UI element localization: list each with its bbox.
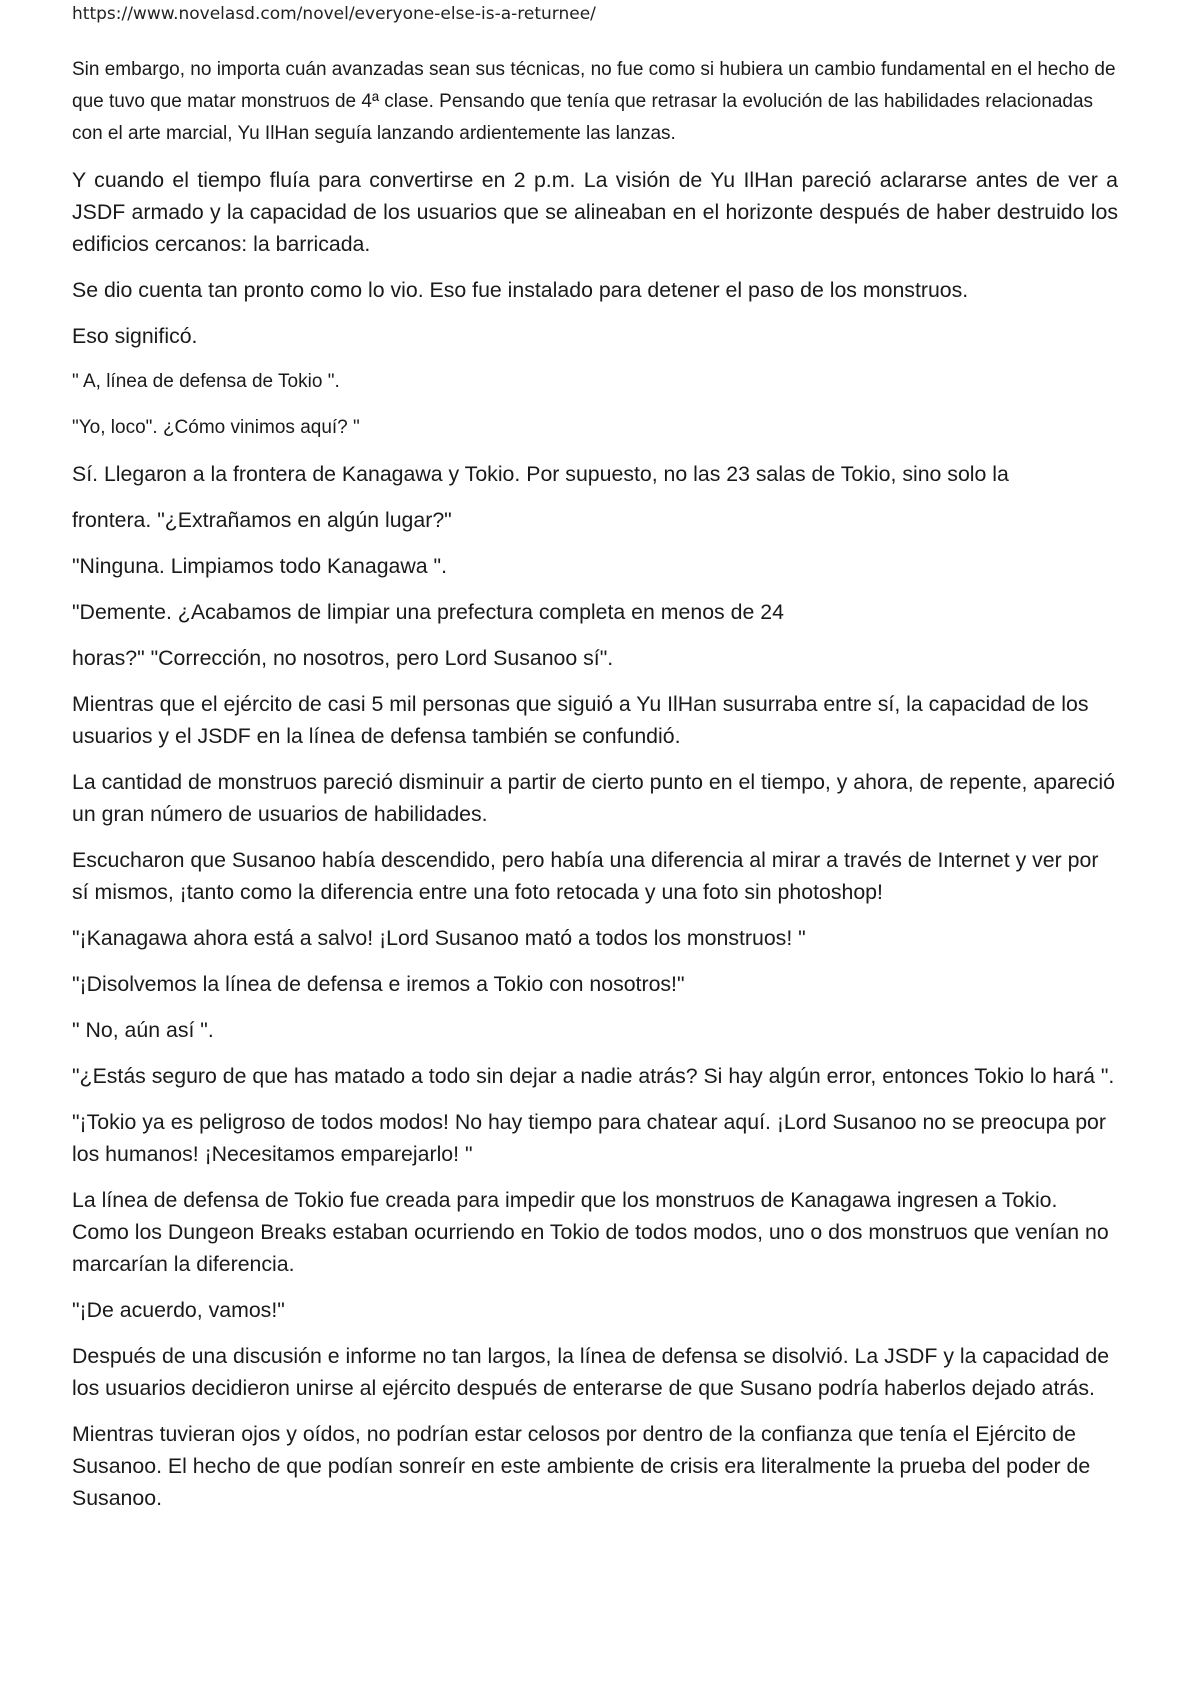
paragraph-12: Mientras que el ejército de casi 5 mil personas que siguió a Yu IlHan susurraba entre sí, la capacidad de los usuarios y el JSDF en la línea de defensa también se confundió. [72,692,1089,748]
paragraph-2: Y cuando el tiempo fluía para convertirse en 2 p.m. La visión de Yu IlHan pareció aclararse antes de ver a JSDF armado y la capacidad de los usuarios que se alineaban en el horizonte después de haber destruido los edificios cercanos: la barricada. [72,168,1118,256]
paragraph-7: Sí. Llegaron a la frontera de Kanagawa y Tokio. Por supuesto, no las 23 salas de Tokio, sino solo la [72,462,1009,486]
paragraph-16: "¡Disolvemos la línea de defensa e iremos a Tokio con nosotros!" [72,972,685,996]
paragraph-10: "Demente. ¿Acabamos de limpiar una prefectura completa en menos de 24 [72,600,784,624]
paragraph-5: " A, línea de defensa de Tokio ". [72,371,340,392]
paragraph-15: "¡Kanagawa ahora está a salvo! ¡Lord Susanoo mató a todos los monstruos! " [72,926,806,950]
paragraph-14: Escucharon que Susanoo había descendido, pero había una diferencia al mirar a través de Internet y ver por sí mismos, ¡tanto como la diferencia entre una foto retocada y una foto sin photoshop! [72,848,1099,904]
paragraph-19: "¡Tokio ya es peligroso de todos modos! No hay tiempo para chatear aquí. ¡Lord Susanoo no se preocupa por los humanos! ¡Necesitamos emparejarlo! " [72,1110,1106,1166]
paragraph-17: " No, aún así ". [72,1018,214,1042]
document-body [72,54,1118,1528]
source-url: https://www.novelasd.com/novel/everyone-else-is-a-returnee/ [72,4,596,24]
paragraph-8: frontera. "¿Extrañamos en algún lugar?" [72,508,452,532]
paragraph-9: "Ninguna. Limpiamos todo Kanagawa ". [72,554,448,578]
paragraph-23: Mientras tuvieran ojos y oídos, no podrían estar celosos por dentro de la confianza que tenía el Ejército de Susanoo. El hecho de que podían sonreír en este ambiente de crisis era literalmente la prueba del poder de Susanoo. [72,1422,1091,1510]
paragraph-18: "¿Estás seguro de que has matado a todo sin dejar a nadie atrás? Si hay algún error, entonces Tokio lo hará ". [72,1064,1115,1088]
paragraph-3: Se dio cuenta tan pronto como lo vio. Eso fue instalado para detener el paso de los monstruos. [72,278,969,302]
paragraph-20: La línea de defensa de Tokio fue creada para impedir que los monstruos de Kanagawa ingresen a Tokio. Como los Dungeon Breaks estaban ocurriendo en Tokio de todos modos, uno o dos monstruos que venían no marcarían la diferencia. [72,1188,1109,1276]
paragraph-22: Después de una discusión e informe no tan largos, la línea de defensa se disolvió. La JSDF y la capacidad de los usuarios decidieron unirse al ejército después de enterarse de que Susano podría haberlos dejado atrás. [72,1344,1110,1400]
paragraph-4: Eso significó. [72,324,198,348]
paragraph-6: "Yo, loco". ¿Cómo vinimos aquí? " [72,417,360,438]
paragraph-11: horas?" "Corrección, no nosotros, pero Lord Susanoo sí". [72,646,614,670]
paragraph-1: Sin embargo, no importa cuán avanzadas sean sus técnicas, no fue como si hubiera un cambio fundamental en el hecho de que tuvo que matar monstruos de 4ª clase. Pensando que tenía que retrasar la evolución de las habilidades relacionadas con el arte marcial, Yu IlHan seguía lanzando ardientemente las lanzas. [72,59,1116,144]
paragraph-21: "¡De acuerdo, vamos!" [72,1298,285,1322]
paragraph-13: La cantidad de monstruos pareció disminuir a partir de cierto punto en el tiempo, y ahora, de repente, apareció un gran número de usuarios de habilidades. [72,770,1115,826]
